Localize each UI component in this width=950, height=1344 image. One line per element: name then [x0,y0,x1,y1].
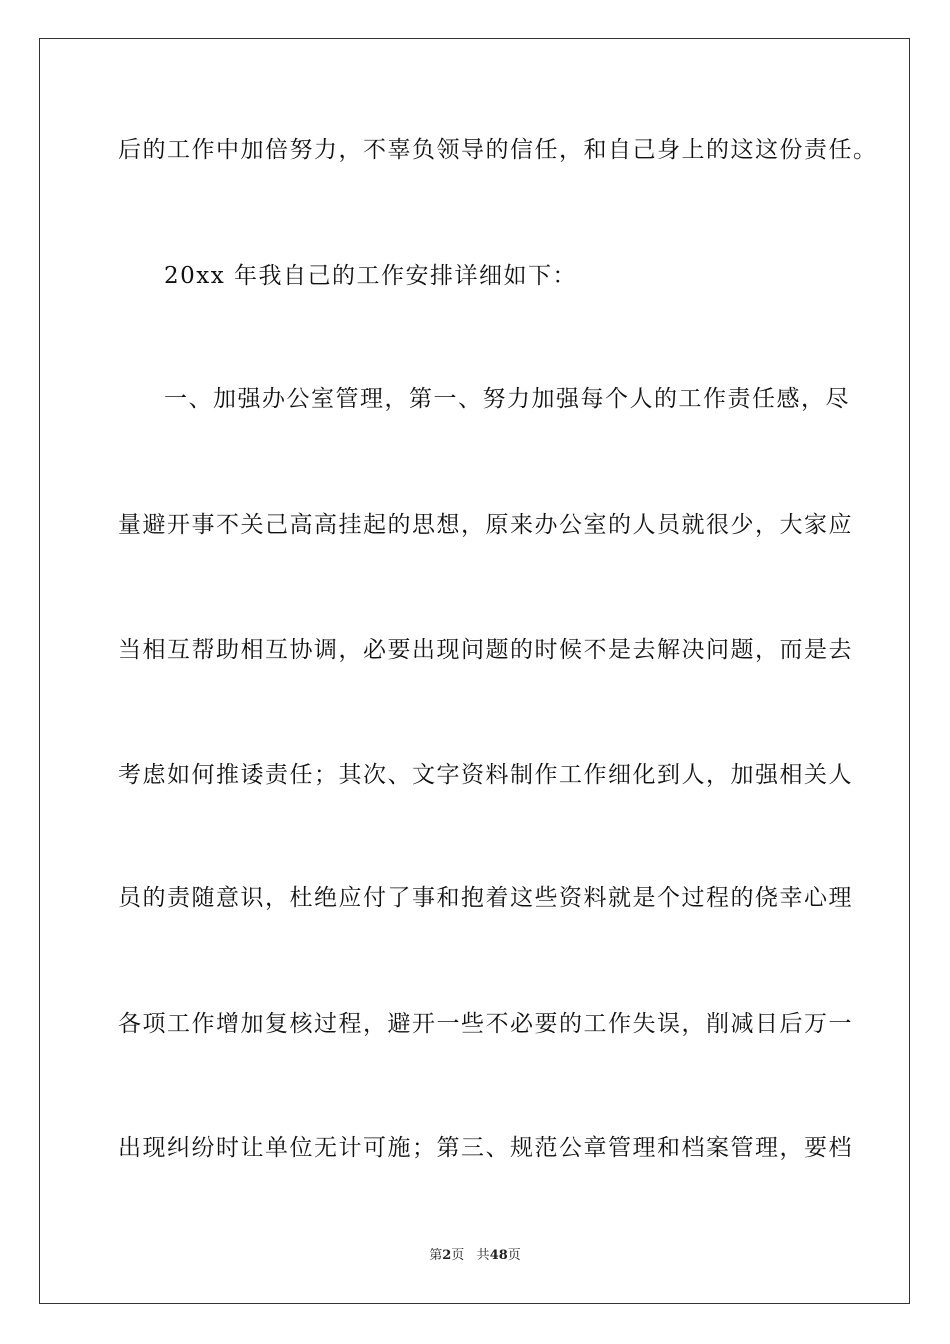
text-line-2: 20xx 年我自己的工作安排详细如下： [164,263,578,289]
text-line-3: 一、加强办公室管理，第一、努力加强每个人的工作责任感，尽 [164,386,850,412]
footer-page-prefix: 第 [429,1248,443,1263]
footer-total-suffix: 页 [507,1248,521,1263]
text-line-5: 当相互帮助相互协调，必要出现问题的时候不是去解决问题，而是去 [118,637,853,663]
text-line-4: 量避开事不关己高高挂起的思想，原来办公室的人员就很少，大家应 [118,512,853,538]
text-line-9: 出现纠纷时让单位无计可施；第三、规范公章管理和档案管理，要档 [118,1135,853,1161]
text-line-8: 各项工作增加复核过程，避开一些不必要的工作失误，削减日后万一 [118,1011,853,1037]
footer-page-number: 2 [442,1248,452,1263]
text-line-6: 考虑如何推诿责任；其次、文字资料制作工作细化到人，加强相关人 [118,762,853,788]
text-line-1: 后的工作中加倍努力，不辜负领导的信任，和自己身上的这这份责任。 [118,137,878,163]
footer-total-pages: 48 [489,1248,508,1263]
page-footer [0,1247,950,1265]
footer-total-prefix: 共 [476,1248,490,1263]
footer-page-suffix: 页 [451,1248,465,1263]
text-line-7: 员的责随意识，杜绝应付了事和抱着这些资料就是个过程的侥幸心理 [118,885,853,911]
page-border [39,38,910,1304]
